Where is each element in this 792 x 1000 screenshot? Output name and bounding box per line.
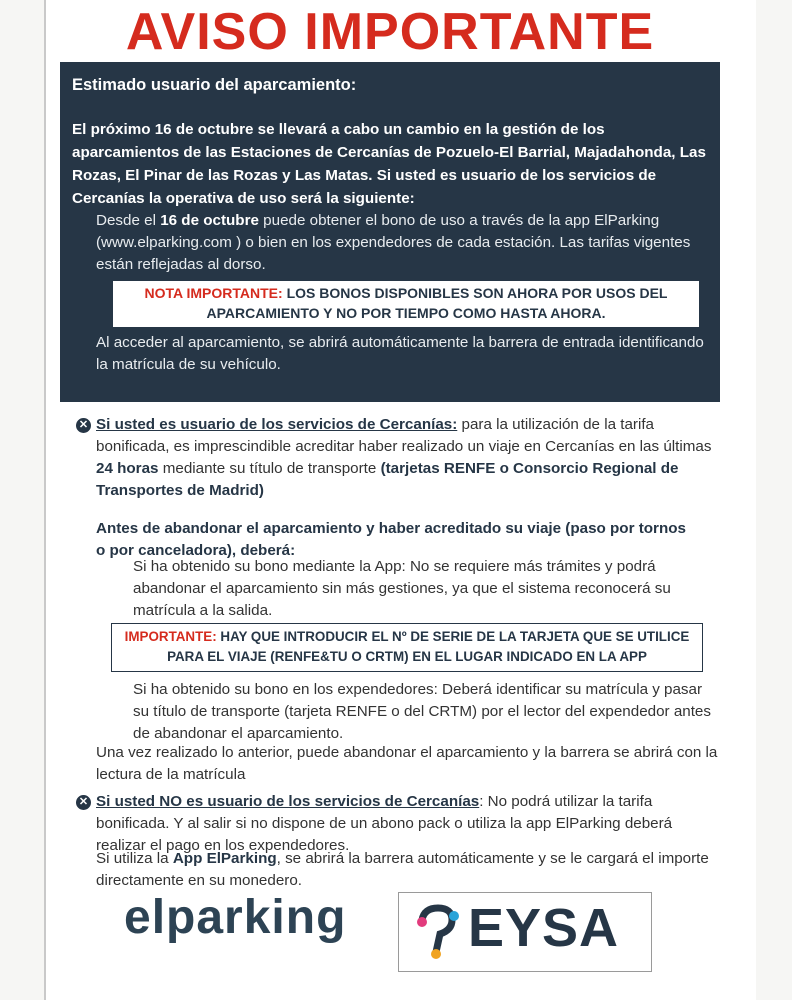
section1-text-bold: (tarjetas RENFE o Consorcio Regional de Transportes de Madrid) [96,460,679,499]
importante-text: HAY QUE INTRODUCIR EL Nº DE SERIE DE LA TARJETA QUE SE UTILICE PARA EL VIAJE (RENFE&TU O CRTM) EN EL LUGAR INDICADO EN LA APP [167,629,690,664]
importante-label: IMPORTANTE: [124,629,217,644]
eysa-logo: EYSA [468,898,620,958]
after-text: Una vez realizado lo anterior, puede abandonar el aparcamiento y la barrera se abrirá con la lectura de la matrícula [96,744,718,783]
page-title: AVISO IMPORTANTE [125,3,655,61]
section2-heading: Si usted NO es usuario de los servicios de Cercanías [96,793,480,810]
importante-box [111,623,703,672]
eysa-node-icon [414,904,464,960]
section1-hours: 24 horas [96,460,159,477]
x-bullet-icon: ✕ [76,418,91,433]
section-cercanias [96,414,716,502]
notice-intro: El próximo 16 de octubre se llevará a cabo un cambio en la gestión de los aparcamientos de las Estaciones de Cercanías de Pozuelo-El Barrial, Majadahonda, Las Rozas, El Pinar de las Rozas y Las Matas. Si usted es usuario de los servicios de Cercanías la operativa de uso será la siguiente: [72,121,706,207]
notice-greeting: Estimado usuario del aparcamiento: [72,76,357,94]
scan-edge [44,0,46,1000]
app-instructions: Si ha obtenido su bono mediante la App: No se requiere más trámites y podrá abandonar el aparcamiento sin más gestiones, ya que el sistema reconocerá su matrícula a la salida. [133,558,671,619]
section2-app-b: , se abrirá la barrera automáticamente y se le cargará el importe directamente en su monedero. [96,850,709,889]
desde-text-a: Desde el [96,212,156,229]
section2-app-a: Si utiliza la [96,850,169,867]
section2-app [96,848,716,892]
section2-text: : No podrá utilizar la tarifa bonificada. Y al salir si no dispone de un abono pack o utiliza la app ElParking deberá realizar el pago en los expendedores. [96,793,673,854]
section1-text-a: para la utilización de la tarifa bonificada, es imprescindible acreditar haber realizado un viaje en Cercanías en las últimas [96,416,712,455]
notice-panel [60,62,720,402]
desde-text-b: puede obtener el bono de uso a través de la app ElParking (www.elparking.com ) o bien en los expendedores de cada estación. Las tarifas vigentes están reflejadas al dorso. [96,212,691,273]
desde-date: 16 de octubre [160,212,259,229]
nota-text: LOS BONOS DISPONIBLES SON AHORA POR USOS DEL APARCAMIENTO Y NO POR TIEMPO COMO HASTA AHORA. [206,285,668,321]
section1-text-b: mediante su título de transporte [162,460,377,477]
x-bullet-icon: ✕ [76,795,91,810]
nota-importante-box [112,280,700,328]
notice-acceder: Al acceder al aparcamiento, se abrirá automáticamente la barrera de entrada identificando la matrícula de su vehículo. [96,334,704,373]
section2-app-bold: App ElParking [172,850,277,867]
nota-label: NOTA IMPORTANTE: [144,285,283,301]
section1-heading: Si usted es usuario de los servicios de Cercanías: [96,416,458,433]
elparking-logo: elparking [124,891,347,944]
notice-desde [96,210,712,276]
expendedor-instructions: Si ha obtenido su bono en los expendedores: Deberá identificar su matrícula y pasar su título de transporte (tarjeta RENFE o del CRTM) por el lector del expendedor antes de abandonar el aparcamiento. [133,681,711,742]
before-leaving-heading: Antes de abandonar el aparcamiento y haber acreditado su viaje (paso por tornos o por canceladora), deberá: [96,520,686,559]
